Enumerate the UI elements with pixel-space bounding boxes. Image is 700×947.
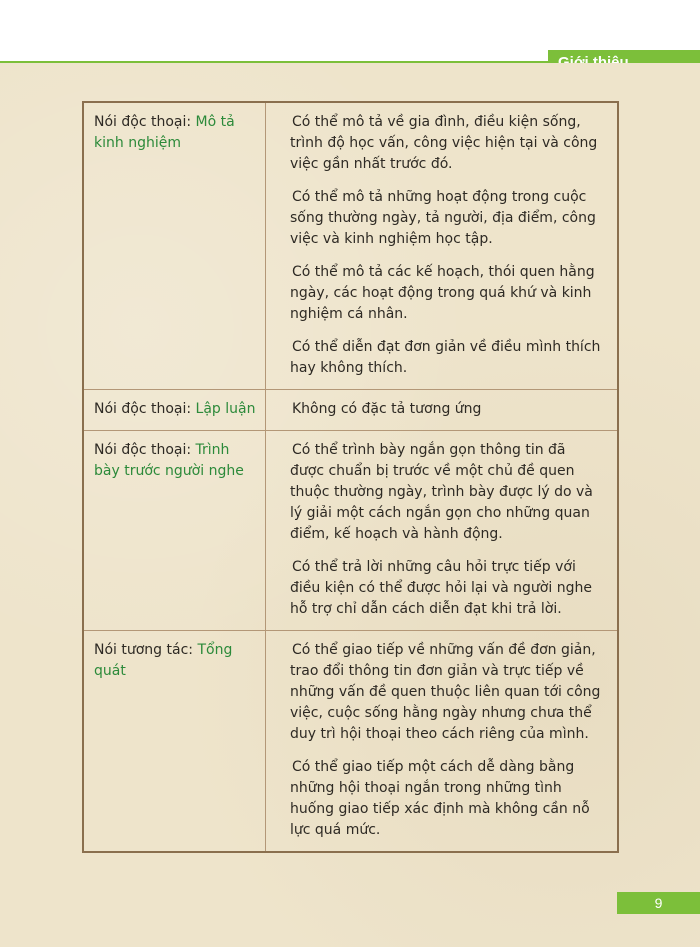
description-paragraph: Có thể diễn đạt đơn giản về điều mình thích hay không thích. [290, 339, 601, 376]
description-paragraph: Có thể trình bày ngắn gọn thông tin đã được chuẩn bị trước về một chủ đề quen thuộc thường ngày, trình bày được lý do và lý giải một cách ngắn gọn cho những quan điểm, kế hoạch và hành động. [290, 442, 593, 542]
skill-cell [83, 631, 266, 853]
skill-cell [83, 431, 266, 631]
skill-topic: Trình bày trước người nghe [94, 442, 244, 479]
description-cell [266, 431, 619, 631]
page-number: 9 [617, 892, 700, 914]
skill-cell [83, 102, 266, 390]
skill-topic: Lập luận [195, 401, 256, 417]
skill-kind: Nói độc thoại: [94, 442, 192, 458]
description-paragraph: Có thể giao tiếp một cách dễ dàng bằng những hội thoại ngắn trong những tình huống giao tiếp xác định mà không cần nỗ lực quá mức. [290, 759, 590, 838]
table-row [83, 102, 618, 390]
description-paragraph: Có thể mô tả các kế hoạch, thói quen hằng ngày, các hoạt động trong quá khứ và kinh nghiệm cá nhân. [290, 264, 595, 322]
skill-topic: Mô tả kinh nghiệm [94, 114, 235, 151]
skill-kind: Nói độc thoại: [94, 401, 192, 417]
description-paragraph: Có thể trả lời những câu hỏi trực tiếp với điều kiện có thể được hỏi lại và người nghe hỗ trợ chỉ dẫn cách diễn đạt khi trả lời. [290, 559, 592, 617]
skill-cell [83, 390, 266, 431]
description-paragraph: Không có đặc tả tương ứng [292, 401, 482, 417]
skill-kind: Nói độc thoại: [94, 114, 192, 130]
description-paragraph: Có thể mô tả những hoạt động trong cuộc sống thường ngày, tả người, địa điểm, công việc và kinh nghiệm học tập. [290, 189, 596, 247]
description-paragraph: Có thể mô tả về gia đình, điều kiện sống, trình độ học vấn, công việc hiện tại và công việc gần nhất trước đó. [290, 114, 598, 172]
skills-table [82, 101, 619, 853]
description-cell [266, 102, 619, 390]
skill-kind: Nói tương tác: [94, 642, 193, 658]
table-row [83, 390, 618, 431]
table-row [83, 631, 618, 853]
description-paragraph: Có thể giao tiếp về những vấn đề đơn giản, trao đổi thông tin đơn giản và trực tiếp về những vấn đề quen thuộc liên quan tới công việc, cuộc sống hằng ngày nhưng chưa thể duy trì hội thoại theo cách riêng của mình. [290, 642, 601, 742]
description-cell [266, 631, 619, 853]
table-row [83, 431, 618, 631]
description-cell [266, 390, 619, 431]
skill-topic: Tổng quát [94, 642, 233, 679]
